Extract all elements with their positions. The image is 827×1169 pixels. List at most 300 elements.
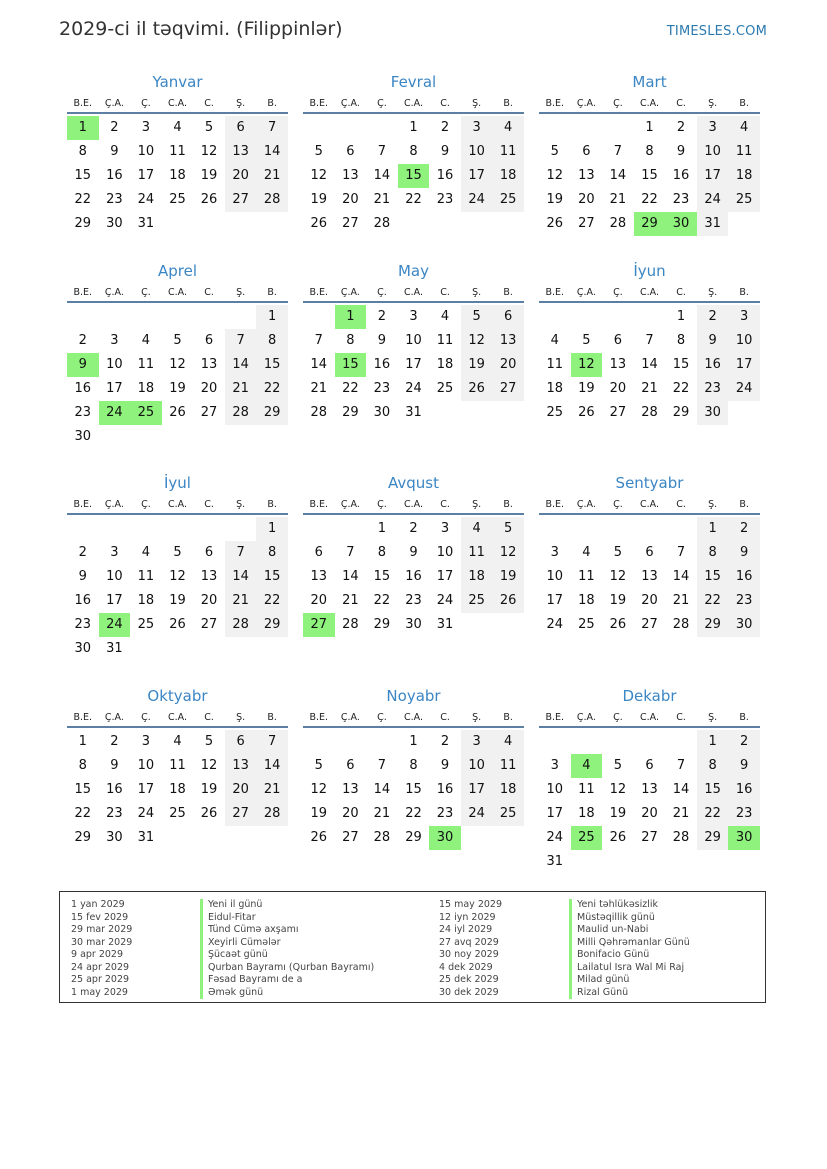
day-cell: 21 — [672, 806, 690, 821]
weekday-header: Ç. — [141, 286, 151, 298]
day-cell: 12 — [492, 541, 524, 565]
day-cell: 7 — [346, 545, 355, 560]
month-block — [539, 259, 760, 425]
day-cell: 3 — [461, 730, 493, 754]
day-cell: 8 — [409, 758, 418, 773]
month-block — [539, 684, 760, 874]
weekday-header-row — [539, 283, 760, 303]
day-cell: 19 — [310, 806, 328, 821]
weekday-header: C. — [676, 97, 686, 109]
day-cell: 6 — [492, 305, 524, 329]
day-cell: 16 — [436, 168, 454, 183]
day-cell: 28 — [672, 830, 690, 845]
day-cell: 10 — [405, 333, 422, 348]
day-cell: 1 — [256, 305, 288, 329]
holiday-day-cell: 1 — [67, 116, 99, 140]
month-name: Noyabr — [386, 687, 441, 705]
day-cell: 3 — [550, 545, 559, 560]
month-name: İyun — [633, 262, 666, 280]
day-cell: 5 — [550, 144, 559, 159]
day-cell: 29 — [697, 613, 729, 637]
day-cell: 6 — [346, 758, 355, 773]
day-cell: 24 — [728, 377, 760, 401]
day-cell: 19 — [609, 593, 627, 608]
day-cell: 23 — [728, 589, 760, 613]
empty-day-cell — [162, 305, 194, 329]
day-cell: 28 — [641, 405, 658, 420]
day-cell: 17 — [461, 778, 493, 802]
empty-day-cell — [303, 517, 335, 541]
weekday-header: B.E. — [309, 97, 329, 109]
days-grid — [67, 116, 288, 236]
day-cell: 24 — [405, 381, 422, 396]
day-cell: 31 — [436, 617, 454, 632]
legend-left-dates — [71, 899, 132, 999]
day-cell: 4 — [550, 333, 559, 348]
day-cell: 1 — [256, 517, 288, 541]
day-cell: 26 — [200, 192, 218, 207]
day-cell: 14 — [609, 168, 627, 183]
day-cell: 30 — [728, 613, 760, 637]
day-cell: 9 — [676, 144, 686, 159]
weekday-header: B.E. — [545, 286, 565, 298]
legend-holiday-name: Fəsad Bayramı de a — [200, 974, 374, 987]
day-cell: 28 — [225, 401, 257, 425]
weekday-header: Ç.A. — [576, 286, 596, 298]
empty-day-cell — [665, 730, 697, 754]
day-cell: 21 — [225, 589, 257, 613]
empty-day-cell — [571, 517, 603, 541]
weekday-header: Ç.A. — [340, 286, 360, 298]
day-cell: 14 — [256, 140, 288, 164]
day-cell: 2 — [676, 120, 686, 135]
day-cell: 22 — [697, 589, 729, 613]
empty-day-cell — [303, 730, 335, 754]
day-cell: 22 — [342, 381, 359, 396]
day-cell: 5 — [314, 144, 323, 159]
day-cell: 26 — [310, 216, 328, 231]
day-cell: 3 — [440, 521, 450, 536]
weekday-header: Ş. — [236, 711, 246, 723]
weekday-header: Ç.A. — [104, 97, 124, 109]
weekday-header: C.A. — [167, 711, 187, 723]
day-cell: 11 — [137, 357, 155, 372]
day-cell: 21 — [672, 593, 690, 608]
holiday-day-cell: 15 — [398, 164, 430, 188]
day-cell: 22 — [256, 377, 288, 401]
weekday-header: Ş. — [472, 286, 482, 298]
day-cell: 23 — [405, 593, 422, 608]
empty-day-cell — [99, 305, 131, 329]
day-cell: 25 — [137, 617, 155, 632]
holiday-day-cell: 25 — [571, 826, 603, 850]
legend-left-names — [200, 899, 374, 999]
day-cell: 12 — [461, 329, 493, 353]
day-cell: 18 — [578, 806, 595, 821]
day-cell: 30 — [697, 401, 729, 425]
day-cell: 16 — [106, 782, 123, 797]
month-block — [67, 259, 288, 449]
holiday-day-cell: 15 — [335, 353, 367, 377]
empty-day-cell — [99, 517, 131, 541]
month-block — [67, 70, 288, 236]
day-cell: 31 — [106, 641, 123, 656]
weekday-header: B.E. — [73, 286, 93, 298]
empty-day-cell — [571, 116, 603, 140]
weekday-header: Ç. — [613, 286, 623, 298]
day-cell: 19 — [546, 192, 564, 207]
day-cell: 18 — [461, 565, 493, 589]
weekday-header-row — [303, 708, 524, 728]
day-cell: 15 — [697, 565, 729, 589]
weekday-header: Ç.A. — [104, 286, 124, 298]
days-grid — [539, 305, 760, 425]
day-cell: 26 — [169, 405, 186, 420]
day-cell: 28 — [342, 617, 359, 632]
day-cell: 7 — [676, 545, 686, 560]
days-grid — [539, 116, 760, 236]
day-cell: 9 — [440, 758, 450, 773]
weekday-header: Ş. — [472, 711, 482, 723]
month-block — [539, 471, 760, 637]
month-name: İyul — [164, 474, 191, 492]
empty-day-cell — [335, 116, 367, 140]
day-cell: 12 — [546, 168, 564, 183]
day-cell: 10 — [137, 758, 155, 773]
weekday-header: C. — [440, 286, 450, 298]
day-cell: 30 — [106, 216, 123, 231]
day-cell: 29 — [405, 830, 422, 845]
day-cell: 14 — [310, 357, 328, 372]
weekday-header: B. — [503, 97, 513, 109]
day-cell: 17 — [106, 593, 123, 608]
day-cell: 28 — [256, 802, 288, 826]
day-cell: 23 — [106, 192, 123, 207]
day-cell: 24 — [697, 188, 729, 212]
weekday-header: C. — [204, 97, 214, 109]
day-cell: 23 — [672, 192, 690, 207]
day-cell: 21 — [225, 377, 257, 401]
day-cell: 8 — [697, 541, 729, 565]
day-cell: 5 — [173, 333, 182, 348]
day-cell: 19 — [492, 565, 524, 589]
weekday-header: Ş. — [472, 498, 482, 510]
day-cell: 12 — [609, 569, 627, 584]
day-cell: 20 — [200, 593, 218, 608]
day-cell: 6 — [204, 333, 214, 348]
day-cell: 1 — [697, 517, 729, 541]
day-cell: 7 — [314, 333, 323, 348]
day-cell: 7 — [613, 144, 623, 159]
weekday-header: B. — [267, 711, 277, 723]
page-title: 2029-ci il təqvimi. (Filippinlər) — [59, 18, 343, 40]
weekday-header: B. — [503, 711, 513, 723]
empty-day-cell — [67, 305, 99, 329]
day-cell: 6 — [582, 144, 591, 159]
day-cell: 6 — [225, 116, 257, 140]
day-cell: 8 — [377, 545, 387, 560]
day-cell: 24 — [546, 617, 564, 632]
day-cell: 16 — [106, 168, 123, 183]
day-cell: 3 — [409, 309, 418, 324]
day-cell: 9 — [377, 333, 387, 348]
day-cell: 13 — [609, 357, 627, 372]
day-cell: 3 — [110, 545, 119, 560]
day-cell: 18 — [169, 168, 186, 183]
day-cell: 21 — [373, 192, 391, 207]
legend-date: 24 apr 2029 — [71, 961, 130, 973]
weekday-header: C.A. — [639, 286, 659, 298]
day-cell: 22 — [74, 806, 92, 821]
weekday-header: Ç.A. — [576, 711, 596, 723]
day-cell: 21 — [310, 381, 328, 396]
day-cell: 15 — [697, 778, 729, 802]
day-cell: 11 — [578, 569, 595, 584]
day-cell: 27 — [609, 405, 627, 420]
day-cell: 21 — [256, 164, 288, 188]
legend-date: 12 iyn 2029 — [439, 911, 496, 923]
day-cell: 18 — [546, 381, 564, 396]
day-cell: 16 — [697, 353, 729, 377]
legend-holiday-name: Şücaət günü — [200, 949, 374, 962]
day-cell: 9 — [409, 545, 418, 560]
day-cell: 2 — [440, 734, 450, 749]
day-cell: 9 — [728, 541, 760, 565]
day-cell: 8 — [676, 333, 686, 348]
day-cell: 12 — [200, 758, 218, 773]
legend-date: 27 avq 2029 — [439, 936, 499, 948]
day-cell: 9 — [697, 329, 729, 353]
legend-date: 4 dek 2029 — [439, 961, 493, 973]
day-cell: 3 — [550, 758, 559, 773]
day-cell: 6 — [346, 144, 355, 159]
day-cell: 6 — [613, 333, 623, 348]
day-cell: 28 — [609, 216, 627, 231]
day-cell: 29 — [256, 401, 288, 425]
weekday-header-row — [303, 283, 524, 303]
day-cell: 20 — [342, 192, 359, 207]
holiday-day-cell: 27 — [303, 613, 335, 637]
weekday-header: C. — [204, 286, 214, 298]
day-cell: 4 — [440, 309, 450, 324]
day-cell: 20 — [310, 593, 328, 608]
day-cell: 7 — [256, 730, 288, 754]
day-cell: 6 — [645, 758, 654, 773]
day-cell: 17 — [728, 353, 760, 377]
legend-holiday-name: Əmək günü — [200, 987, 374, 1000]
day-cell: 20 — [578, 192, 595, 207]
weekday-header: Ç. — [141, 711, 151, 723]
weekday-header: Ş. — [708, 498, 718, 510]
weekday-header: Ç. — [377, 286, 387, 298]
day-cell: 27 — [342, 216, 359, 231]
weekday-header: B. — [267, 286, 277, 298]
day-cell: 4 — [492, 116, 524, 140]
day-cell: 2 — [728, 517, 760, 541]
empty-day-cell — [366, 730, 398, 754]
legend-holiday-name: Xeyirli Cümələr — [200, 937, 374, 950]
day-cell: 18 — [436, 357, 454, 372]
day-cell: 1 — [645, 120, 654, 135]
weekday-header: B. — [739, 498, 749, 510]
day-cell: 23 — [436, 806, 454, 821]
weekday-header: Ç.A. — [340, 498, 360, 510]
day-cell: 28 — [373, 830, 391, 845]
weekday-header: C. — [440, 711, 450, 723]
month-name: Sentyabr — [615, 474, 684, 492]
day-cell: 22 — [672, 381, 690, 396]
legend-holiday-name: Maulid un-Nabi — [569, 924, 690, 937]
day-cell: 13 — [310, 569, 328, 584]
day-cell: 2 — [728, 730, 760, 754]
weekday-header: B.E. — [73, 97, 93, 109]
weekday-header: C.A. — [167, 286, 187, 298]
day-cell: 17 — [106, 381, 123, 396]
day-cell: 15 — [256, 353, 288, 377]
day-cell: 13 — [225, 140, 257, 164]
day-cell: 20 — [225, 164, 257, 188]
day-cell: 22 — [256, 589, 288, 613]
weekday-header-row — [303, 495, 524, 515]
weekday-header: Ç.A. — [576, 97, 596, 109]
day-cell: 11 — [728, 140, 760, 164]
day-cell: 12 — [169, 357, 186, 372]
weekday-header: Ç. — [613, 711, 623, 723]
day-cell: 18 — [492, 164, 524, 188]
day-cell: 11 — [546, 357, 564, 372]
day-cell: 13 — [578, 168, 595, 183]
day-cell: 10 — [546, 782, 564, 797]
day-cell: 3 — [697, 116, 729, 140]
legend-holiday-name: Tünd Cümə axşamı — [200, 924, 374, 937]
day-cell: 4 — [461, 517, 493, 541]
empty-day-cell — [130, 517, 162, 541]
day-cell: 10 — [728, 329, 760, 353]
day-cell: 23 — [728, 802, 760, 826]
weekday-header: Ç. — [377, 711, 387, 723]
days-grid — [67, 305, 288, 449]
day-cell: 14 — [256, 754, 288, 778]
day-cell: 11 — [137, 569, 155, 584]
day-cell: 24 — [461, 802, 493, 826]
day-cell: 7 — [225, 541, 257, 565]
day-cell: 18 — [137, 593, 155, 608]
legend-date: 25 dek 2029 — [439, 974, 499, 985]
site-link[interactable]: TIMESLES.COM — [666, 24, 767, 39]
day-cell: 22 — [405, 192, 422, 207]
day-cell: 2 — [110, 120, 119, 135]
day-cell: 4 — [728, 116, 760, 140]
day-cell: 12 — [169, 569, 186, 584]
empty-day-cell — [162, 517, 194, 541]
weekday-header: Ş. — [236, 498, 246, 510]
legend-holiday-name: Müstəqillik günü — [569, 912, 690, 925]
holiday-day-cell: 4 — [571, 754, 603, 778]
day-cell: 15 — [405, 782, 422, 797]
day-cell: 18 — [728, 164, 760, 188]
day-cell: 29 — [697, 826, 729, 850]
legend-holiday-name: Eidul-Fitar — [200, 912, 374, 925]
legend-holiday-name: Bonifacio Günü — [569, 949, 690, 962]
empty-day-cell — [193, 517, 225, 541]
weekday-header: B. — [267, 97, 277, 109]
day-cell: 17 — [137, 782, 155, 797]
day-cell: 27 — [200, 405, 218, 420]
weekday-header-row — [67, 495, 288, 515]
holiday-legend — [59, 891, 766, 1003]
day-cell: 1 — [409, 734, 418, 749]
day-cell: 5 — [173, 545, 182, 560]
day-cell: 27 — [200, 617, 218, 632]
day-cell: 5 — [204, 120, 214, 135]
day-cell: 28 — [672, 617, 690, 632]
empty-day-cell — [571, 730, 603, 754]
weekday-header: B.E. — [309, 498, 329, 510]
weekday-header: C.A. — [639, 498, 659, 510]
weekday-header: Ş. — [708, 286, 718, 298]
legend-date: 30 noy 2029 — [439, 949, 499, 960]
month-block — [539, 70, 760, 236]
day-cell: 17 — [697, 164, 729, 188]
day-cell: 30 — [405, 617, 422, 632]
weekday-header-row — [539, 94, 760, 114]
day-cell: 16 — [373, 357, 391, 372]
days-grid — [67, 730, 288, 850]
weekday-header: Ş. — [236, 286, 246, 298]
holiday-day-cell: 30 — [665, 212, 697, 236]
month-block — [67, 684, 288, 850]
empty-day-cell — [67, 517, 99, 541]
empty-day-cell — [665, 517, 697, 541]
empty-day-cell — [303, 305, 335, 329]
weekday-header: Ç. — [613, 97, 623, 109]
day-cell: 19 — [609, 806, 627, 821]
day-cell: 25 — [492, 188, 524, 212]
day-cell: 12 — [609, 782, 627, 797]
day-cell: 11 — [169, 144, 186, 159]
day-cell: 3 — [141, 120, 151, 135]
day-cell: 11 — [492, 754, 524, 778]
weekday-header: Ç. — [141, 498, 151, 510]
day-cell: 11 — [578, 782, 595, 797]
day-cell: 17 — [436, 569, 454, 584]
days-grid — [303, 517, 524, 637]
day-cell: 6 — [645, 545, 654, 560]
day-cell: 2 — [697, 305, 729, 329]
day-cell: 8 — [78, 758, 87, 773]
day-cell: 15 — [74, 782, 92, 797]
day-cell: 24 — [137, 806, 155, 821]
day-cell: 10 — [461, 754, 493, 778]
day-cell: 24 — [436, 593, 454, 608]
legend-date: 24 iyl 2029 — [439, 924, 493, 935]
empty-day-cell — [225, 305, 257, 329]
day-cell: 7 — [225, 329, 257, 353]
day-cell: 25 — [728, 188, 760, 212]
days-grid — [303, 305, 524, 425]
day-cell: 28 — [256, 188, 288, 212]
legend-holiday-name: Lailatul Isra Wal Mi Raj — [569, 962, 690, 975]
day-cell: 26 — [169, 617, 186, 632]
day-cell: 30 — [74, 429, 92, 444]
weekday-header: C.A. — [403, 498, 423, 510]
day-cell: 5 — [613, 545, 623, 560]
holiday-day-cell: 25 — [130, 401, 162, 425]
day-cell: 30 — [74, 641, 92, 656]
empty-day-cell — [539, 730, 571, 754]
month-block — [67, 471, 288, 661]
day-cell: 7 — [377, 758, 387, 773]
